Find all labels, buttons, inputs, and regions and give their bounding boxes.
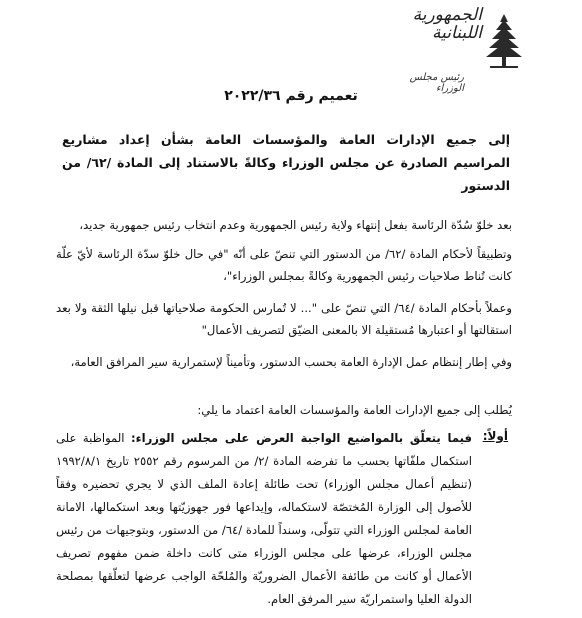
item-1: [56, 427, 512, 611]
item-1-heading: فيما يتعلّق بالمواضيع الواجبة العرض على مجلس الوزراء:: [131, 431, 473, 445]
republic-line-1: الجمهورية: [412, 5, 482, 25]
paragraph-2: وتطبيقاً لأحكام المادة /٦٢/ من الدستور التي تنصّ على أنّه "في حال خلوّ سدّة الرئاسة لأيّ علّة كانت تُناط صلاحيات رئيس الجمهورية وكالةً بمجلس الوزراء"،: [56, 247, 513, 283]
item-1-number: أولاً:: [482, 429, 508, 443]
office-name: رئيس مجلس الوزراء: [409, 72, 464, 94]
paragraph-1: بعد خلوّ سُدّة الرئاسة بفعل إنتهاء ولاية رئيس الجمهورية وعدم انتخاب رئيس جمهورية جديد،: [79, 218, 512, 232]
republic-line-2: اللبنانية: [432, 23, 482, 43]
letterhead: [402, 4, 552, 94]
paragraph-3: وعملاً بأحكام المادة /٦٤/ التي تنصّ على "... لا تُمارس الحكومة صلاحياتها قبل نيلها الثقة ولا بعد استقالتها أو اعتبارها مُستقيلة الا بالمعنى الضيّق لتصريف الأعمال": [56, 301, 512, 337]
circular-subject: إلى جميع الإدارات العامة والمؤسسات العامة بشأن إعداد مشاريع المراسيم الصادرة عن مجلس الوزراء وكالةً بالاستناد إلى المادة /٦٢/ من الدستور: [62, 132, 510, 193]
republic-title: [382, 6, 482, 42]
paragraph-5: يُطلب إلى جميع الإدارات العامة والمؤسسات العامة اعتماد ما يلي:: [197, 403, 512, 417]
circular-title: تعميم رقم ٢٠٢٢/٣٦: [224, 88, 358, 104]
item-1-text: المواظبة على استكمال ملفّاتها بحسب ما تفرضه المادة /٢/ من المرسوم رقم ٢٥٥٢ تاريخ ١٩٩٢/٨/١ (تنظيم أعمال مجلس الوزراء) تحت طائلة إعادة الملف الذي لا يجري تحضيره وفقاً للأصول إلى الوزارة المُختصّة لاستكماله، وإيداعها فور جهوزيّتها وبعد استكمالها، الامانة العامة لمجلس الوزراء التي تتولّى، وسنداً للمادة /٦٤/ من الدستور، وبتوجيهات من رئيس مجلس الوزراء، عرضها على مجلس الوزراء متى كانت داخلة ضمن مفهوم تصريف الأعمال أو كانت من طائفة الأعمال الضروريّة والمُلحّة الواجب عرضها لتعلّقها بمصلحة الدولة العليا واستمراريّة سير المرفق العام.: [56, 431, 472, 606]
cedar-icon: [484, 12, 524, 72]
paragraph-4: وفي إطار إنتظام عمل الإدارة العامة بحسب الدستور، وتأميناً لإستمرارية سير المرافق العامة،: [70, 355, 512, 369]
